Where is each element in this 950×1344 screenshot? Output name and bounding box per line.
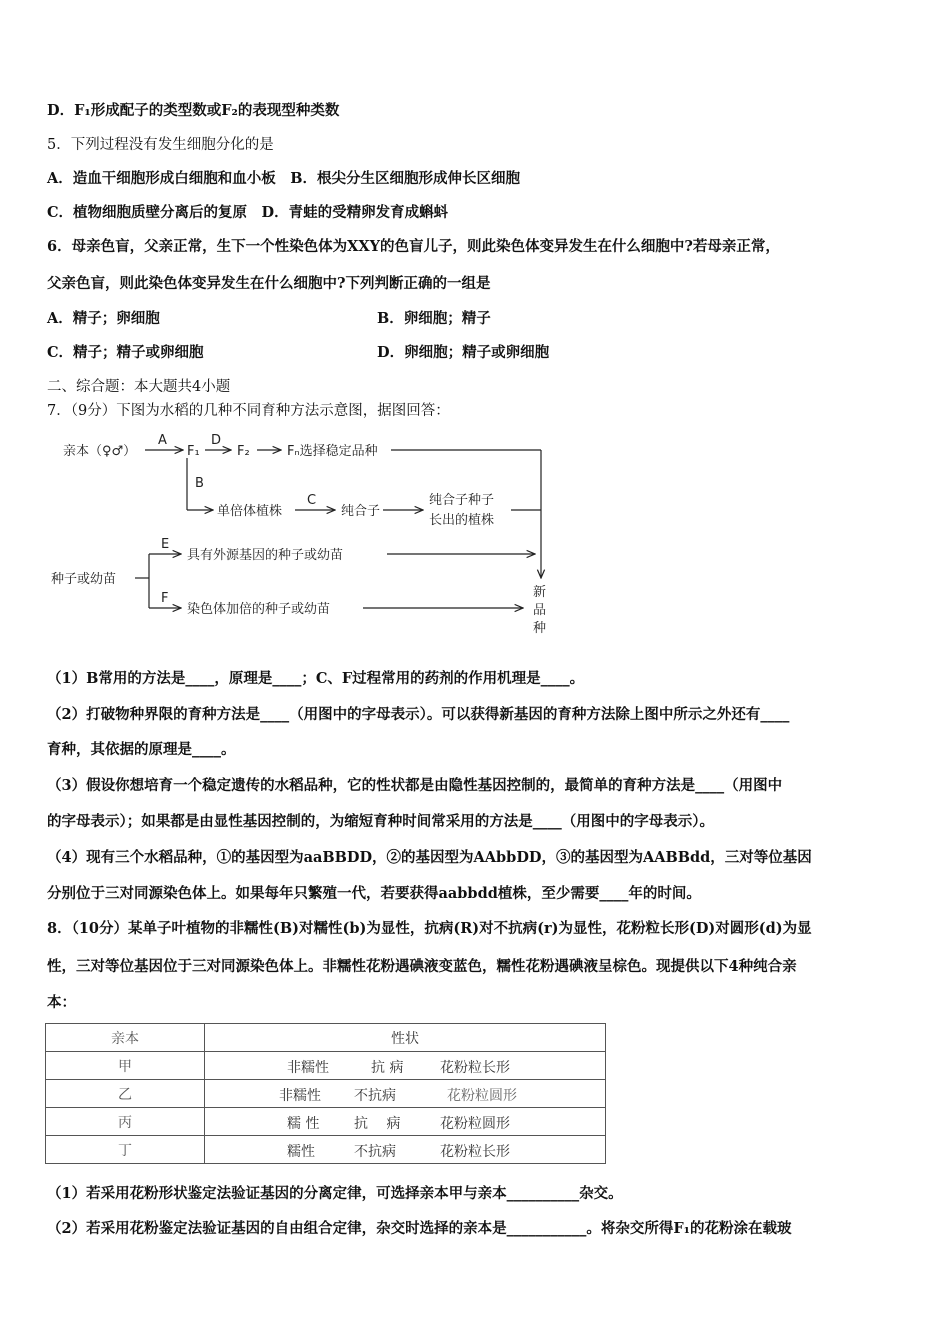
label-parent: 亲本（♀♂） xyxy=(63,444,137,459)
row-traits xyxy=(205,1108,606,1136)
row-parent: 丙 xyxy=(46,1108,205,1136)
table-row xyxy=(46,1108,606,1136)
trait-starch: 糯 性 xyxy=(287,1116,320,1132)
section-heading: 二、综合题：本大题共4小题 xyxy=(47,379,231,395)
q6-option-b: B．卵细胞；精子 xyxy=(377,310,491,327)
q8-stem-line1: 8．（10分）某单子叶植物的非糯性(B)对糯性(b)为显性，抗病(R)对不抗病(r)为显性，花粉粒长形(D)对圆形(d)为显 xyxy=(47,920,812,937)
label-seed: 种子或幼苗 xyxy=(51,572,117,587)
label-homo-seed-2: 长出的植株 xyxy=(429,513,495,528)
label-haploid: 单倍体植株 xyxy=(217,504,283,519)
trait-pollen: 花粉粒长形 xyxy=(440,1060,510,1076)
header-parent: 亲本 xyxy=(46,1024,205,1052)
row-traits xyxy=(205,1052,606,1080)
q7-sub2-line2: 育种，其依据的原理是____。 xyxy=(47,741,236,758)
label-e-result: 具有外源基因的种子或幼苗 xyxy=(187,548,344,563)
label-homozygote: 纯合子 xyxy=(341,504,381,519)
label-c: C xyxy=(307,493,317,508)
q5-options-cd: C．植物细胞质壁分离后的复原 D．青蛙的受精卵发育成蝌蚪 xyxy=(47,204,449,221)
q8-sub1: （1）若采用花粉形状鉴定法验证基因的分离定律，可选择亲本甲与亲本__________杂交。 xyxy=(47,1185,623,1202)
row-traits xyxy=(205,1080,606,1108)
q7-sub4-line1: （4）现有三个水稻品种，①的基因型为aaBBDD，②的基因型为AAbbDD，③的基因型为AABBdd，三对等位基因 xyxy=(47,849,812,866)
table-row xyxy=(46,1080,606,1108)
label-f1: F₁ xyxy=(187,444,200,459)
q7-stem: 7．（9分）下图为水稻的几种不同育种方法示意图，据图回答： xyxy=(47,403,450,419)
label-f2: F₂ xyxy=(237,444,250,459)
label-new-2: 品 xyxy=(533,603,547,618)
trait-starch: 糯性 xyxy=(287,1144,315,1160)
q6-options-ab xyxy=(47,309,907,329)
q7-sub3-line2: 的字母表示）；如果都是由显性基因控制的，为缩短育种时间常采用的方法是____（用图中的字母表示）。 xyxy=(47,813,714,830)
table-header-row xyxy=(46,1024,606,1052)
trait-disease: 不抗病 xyxy=(354,1144,396,1160)
header-traits: 性状 xyxy=(205,1024,606,1052)
trait-pollen: 花粉粒长形 xyxy=(440,1144,510,1160)
label-fn: Fₙ选择稳定品种 xyxy=(287,444,378,459)
q7-sub4-line2: 分别位于三对同源染色体上。如果每年只繁殖一代，若要获得aabbdd植株，至少需要____年的时间。 xyxy=(47,885,701,902)
q6-stem-line1: 6．母亲色盲，父亲正常，生下一个性染色体为XXY的色盲儿子，则此染色体变异发生在什么细胞中?若母亲正常， xyxy=(47,238,780,255)
trait-disease: 抗 病 xyxy=(354,1116,401,1132)
q8-sub2: （2）若采用花粉鉴定法验证基因的自由组合定律，杂交时选择的亲本是___________。将杂交所得F₁的花粉涂在载玻 xyxy=(47,1220,792,1237)
q5-stem: 5．下列过程没有发生细胞分化的是 xyxy=(47,137,274,153)
trait-starch: 非糯性 xyxy=(279,1088,321,1104)
row-parent: 丁 xyxy=(46,1136,205,1164)
label-homo-seed-1: 纯合子种子 xyxy=(429,493,495,508)
row-traits xyxy=(205,1136,606,1164)
trait-pollen: 花粉粒圆形 xyxy=(447,1088,517,1104)
q7-sub1: （1）B常用的方法是____，原理是____；C、F过程常用的药剂的作用机理是____。 xyxy=(47,670,585,687)
label-d: D xyxy=(211,433,222,448)
row-parent: 乙 xyxy=(46,1080,205,1108)
label-e: E xyxy=(161,537,170,552)
breeding-diagram xyxy=(45,430,565,645)
q5-options-ab: A．造血干细胞形成白细胞和血小板 B．根尖分生区细胞形成伸长区细胞 xyxy=(47,170,521,187)
label-new-3: 种 xyxy=(533,621,547,636)
label-a: A xyxy=(158,433,167,448)
table-row xyxy=(46,1136,606,1164)
traits-table xyxy=(45,1023,606,1164)
trait-disease: 不抗病 xyxy=(354,1088,396,1104)
label-f-result: 染色体加倍的种子或幼苗 xyxy=(187,602,331,617)
q6-option-d: D．卵细胞；精子或卵细胞 xyxy=(377,344,550,361)
row-parent: 甲 xyxy=(46,1052,205,1080)
q6-option-a: A．精子；卵细胞 xyxy=(47,310,160,327)
q6-options-cd xyxy=(47,343,907,363)
label-new-1: 新 xyxy=(533,585,547,600)
trait-starch: 非糯性 xyxy=(287,1060,329,1076)
q7-sub2-line1: （2）打破物种界限的育种方法是____（用图中的字母表示）。可以获得新基因的育种方法除上图中所示之外还有____ xyxy=(47,706,790,723)
q6-option-c: C．精子；精子或卵细胞 xyxy=(47,344,204,361)
table-row xyxy=(46,1052,606,1080)
q8-stem-line3: 本： xyxy=(47,994,76,1011)
q7-sub3-line1: （3）假设你想培育一个稳定遗传的水稻品种，它的性状都是由隐性基因控制的，最简单的育种方法是____（用图中 xyxy=(47,777,783,794)
q8-stem-line2: 性，三对等位基因位于三对同源染色体上。非糯性花粉遇碘液变蓝色，糯性花粉遇碘液呈棕色。现提供以下4种纯合亲 xyxy=(47,958,797,975)
label-f: F xyxy=(161,591,169,606)
label-b: B xyxy=(195,476,204,491)
q4-option-d: D．F₁形成配子的类型数或F₂的表现型种类数 xyxy=(47,102,340,119)
trait-pollen: 花粉粒圆形 xyxy=(440,1116,510,1132)
q6-stem-line2: 父亲色盲，则此染色体变异发生在什么细胞中?下列判断正确的一组是 xyxy=(47,275,491,292)
trait-disease: 抗 病 xyxy=(371,1060,404,1076)
